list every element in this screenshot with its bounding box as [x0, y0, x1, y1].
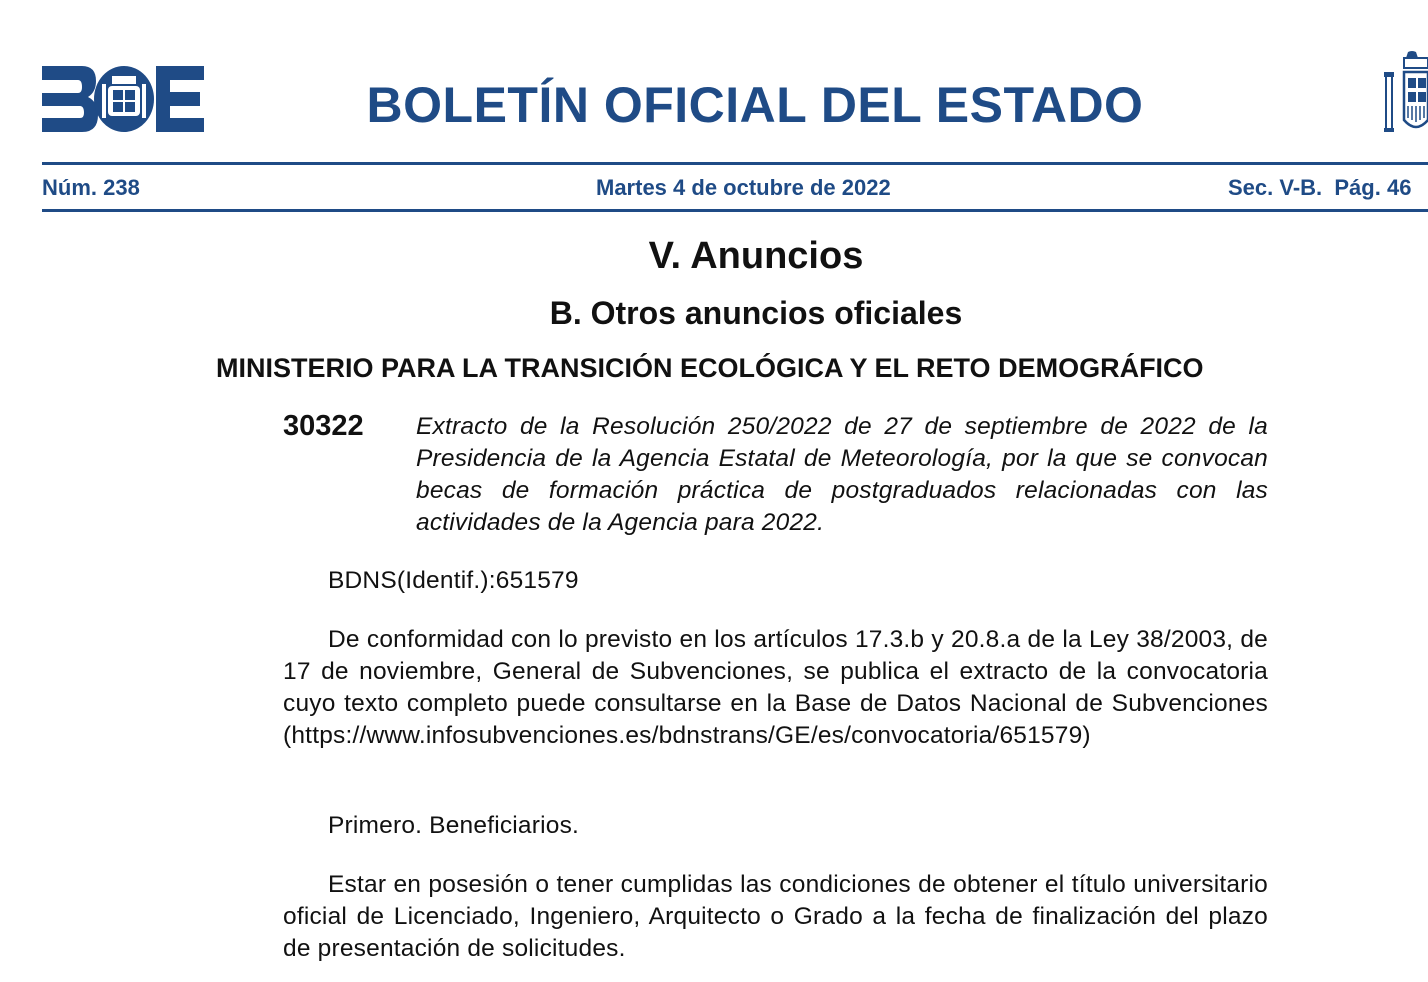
issue-number: Núm. 238 — [42, 175, 140, 200]
coat-of-arms-icon — [1384, 50, 1428, 134]
announcement-number: 30322 — [283, 410, 364, 442]
header-rule-bottom — [42, 209, 1428, 212]
header-rule-top — [42, 162, 1428, 165]
paragraph-requisitos: Estar en posesión o tener cumplidas las condiciones de obtener el título universitario oficial de Licenciado, Ingeniero, Arquitecto o Grado a la fecha de finalización del plazo de presentación de solicitudes. — [283, 871, 1268, 962]
subsection-heading: B. Otros anuncios oficiales — [549, 295, 963, 331]
section-page — [1228, 174, 1411, 202]
boe-logo — [42, 66, 204, 132]
gazette-title: BOLETÍN OFICIAL DEL ESTADO — [366, 77, 1144, 133]
bdns-identifier: BDNS(Identif.):651579 — [328, 567, 579, 594]
ministry-heading: MINISTERIO PARA LA TRANSICIÓN ECOLÓGICA Y EL RETO DEMOGRÁFICO — [216, 353, 1204, 383]
announcement-title: Extracto de la Resolución 250/2022 de 27 de septiembre de 2022 de la Presidencia de la Agencia Estatal de Meteorología, por la que se convocan becas de formación práctica de postgraduados relacionadas con las actividades de la Agencia para 2022. — [416, 413, 1268, 536]
section-page-text: Sec. V-B. Pág. 46 — [1228, 175, 1412, 200]
paragraph-conformidad: De conformidad con lo previsto en los artículos 17.3.b y 20.8.a de la Ley 38/2003, de 17 de noviembre, General de Subvenciones, se publica el extracto de la convocatoria cuyo texto completo puede consultarse en la Base de Datos Nacional de Subvenciones (https://www.infosubvenciones.es/bdnstrans/GE/es/convocatoria/651579) — [283, 626, 1268, 749]
issue-date: Martes 4 de octubre de 2022 — [596, 175, 891, 200]
paragraph-primero: Primero. Beneficiarios. — [328, 812, 580, 839]
section-heading: V. Anuncios — [648, 235, 864, 277]
